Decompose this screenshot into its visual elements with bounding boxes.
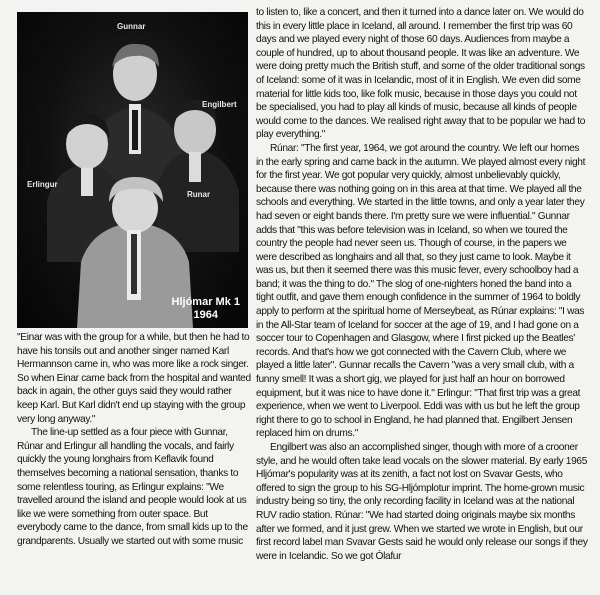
right-paragraph-2: Rúnar: "The first year, 1964, we got around the country. We left our homes in the early spring and came back in the autumn. We played almost every night for the first year. We got popular very quickly, almost unbelievably quickly, because there was nothing going on in this area at that time. We played all the schools and everything. We started in the little towns, and only a year later they had seven or eight bands there. I'm pretty sure we were influential." Gunnar adds that "this was before television was in Iceland, so when we toured the country the people had never seen us. Though of course, in the papers we were described as longhairs and all that, so they just came to look. Maybe it was us, but then it seemed there was this music fever, every schoolboy had a band; it was the thing to do." The slog of one-nighters honed the band into a tight outfit, and gave them enough confidence in the summer of 1964 to boldly apply to perform at the spiritual home of Merseybeat, as Rúnar explains: "I was in the All-Star team of Iceland for soccer at the age of 19, and I had gone on a soccer tour to Copenhagen and Glasgow, where I first picked up the Beatles' records. And that's how we got connected with the Cavern Club, where we played a little later". Gunnar recalls the Cavern "was a very small club, with a funny smell! It was a short gig, we played for just half an hour on borrowed equipment, but it was nice to have done it." Erlingur: "That first trip was a great experience, when we went to Liverpool. Eddi was with us but he left the group right there to go to school in England, he had planned that. Engilbert Jensen replaced him on drums." [256,142,586,440]
photo-label-erlingur: Erlingur [27,180,58,189]
left-paragraph-1: "Einar was with the group for a while, but then he had to have his tonsils out and another singer named Karl Hermannson came in, who was more like a rock singer. So when Einar came back from the hospital and wanted back in again, the other guys said they would rather keep Karl. But Karl didn't end up staying with the group very long anyway." [17,332,251,425]
band-photo [17,12,248,328]
photo-label-runar: Runar [187,190,211,199]
photo-caption [172,296,240,322]
left-paragraph-2: The line-up settled as a four piece with Gunnar, Rúnar and Erlingur all handling the vocals, and fairly quickly the young longhairs from Keflavik found themselves becoming a national sensation, thanks to some relentless touring, as Erlingur explains: "We travelled around the island and people would look at us like we were something from outer space. But everybody came to the dance, from small kids up to the grandparents. Usually we started out with some music [17,427,248,547]
figure-engilbert [157,100,239,252]
photo-label-gunnar: Gunnar [117,22,146,31]
photo-caption-year: 1964 [193,309,218,321]
photo-label-engilbert: Engilbert [202,100,237,109]
right-paragraph-3: Engilbert was also an accomplished singer, though with more of a crooner style, and he would often take lead vocals on the slower material. By early 1965 Hljómar's popularity was at its zenith, a fact not lost on Svavar Gests, who offered to sign the group to his SG-Hljómplotur imprint. The home-grown music industry being so tiny, the only recording facility in Iceland was at the national RUV radio station. Rúnar: "We had started doing originals maybe six months after we formed, and it just grew. When we started we wrote in English, but our first record label man Svavar Gests said he would only release our songs if they were in Icelandic. So we got Ólafur [256,442,588,562]
left-column [17,331,251,549]
band-photo-illustration [17,12,248,328]
right-paragraph-1: to listen to, like a concert, and then it turned into a dance later on. We would do this in every little place in Iceland, all around. I remember the first trip was 60 days and we played every night of those 60 days. Audiences from maybe a couple of hundred, up to about thousand people. It was like an adventure. We were doing pretty much the British stuff, and some of the older traditional songs of Iceland: some of it was in Icelandic, most of it in English. We even did some material for little kids too, like folk music, because in those days you could not be specialised, you had to play all kinds of music, because all kinds of people would come to the dances. We realised right away that to be popular we had to play everything." [256,7,586,141]
right-column [256,6,588,563]
photo-caption-title: Hljómar Mk 1 [171,296,240,308]
